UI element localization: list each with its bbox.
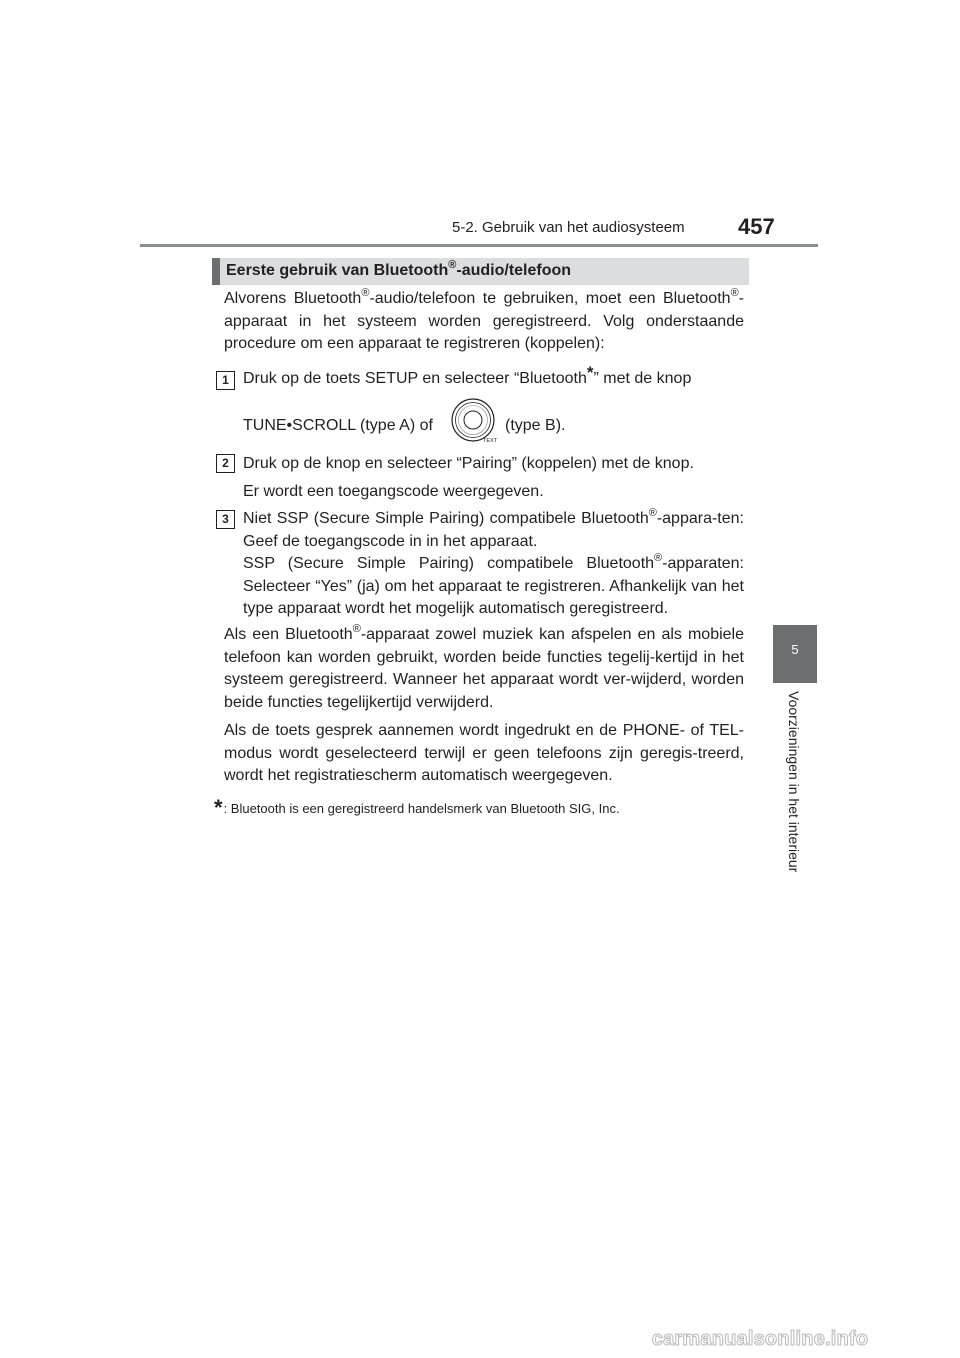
tune-knob-icon [450,398,498,451]
registered-mark: ® [730,287,739,299]
step-number-1: 1 [216,371,235,390]
footnote [214,795,620,821]
watermark [560,1320,960,1358]
footnote-marker: * [586,363,594,382]
note-1-text-b: -apparaat zowel muziek kan afspelen en als mobiele telefoon kan worden gebruikt, worden beide functies tegelij-kertijd in het systeem geregistreerd. Wanneer het apparaat wordt ver-wijderd, worden beide functies tegelijkertijd verwijderd. [224,626,745,711]
registered-mark: ® [648,507,657,519]
section-heading [226,259,572,280]
section-heading-suffix: -audio/telefoon [456,262,572,279]
step-1-line-1 [243,363,744,391]
running-header-section: 5-2. Gebruik van het audiosysteem [452,219,685,236]
step-1-line-2a: TUNE•SCROLL (type A) of [243,417,433,434]
intro-text-3: -apparaat in het systeem worden geregistreerd. Volg onderstaande procedure om een apparaat te registreren (koppelen): [224,290,744,352]
step-3-para-b [243,553,744,621]
step-1-text-a: Druk op de toets SETUP en selecteer “Bluetooth [243,370,587,387]
registered-mark: ® [448,259,457,271]
step-1-line-2b: (type B). [505,417,566,434]
step-2-line-2: Er wordt een toegangscode weergegeven. [243,483,544,500]
section-heading-text: Eerste gebruik van Bluetooth [226,262,449,279]
intro-paragraph [224,288,744,356]
chapter-tab-label: Voorzieningen in het interieur [786,691,802,873]
note-paragraph-2: Als de toets gesprek aannemen wordt ingedrukt en de PHONE- of TEL-modus wordt geselecteerd terwijl er geen telefoons zijn geregis-treerd, wordt het registratiescherm automatisch weergegeven. [224,722,744,784]
step-number-2: 2 [216,454,235,473]
footnote-star: * [214,795,223,820]
registered-mark: ® [654,552,663,564]
knob-text-label: TEXT [482,438,498,444]
note-paragraph-1 [224,624,744,714]
step-3-para-a [243,508,744,553]
section-heading-accent [212,258,220,285]
step-number-3: 3 [216,510,235,529]
step-3b-text-2: -apparaten: Selecteer “Yes” (ja) om het apparaat te registreren. Afhankelijk van het type apparaat wordt het mogelijk automatisch geregistreerd. [243,555,744,617]
step-1-text-b: ” met de knop [593,370,692,387]
step-2-line-1: Druk op de knop en selecteer “Pairing” (koppelen) met de knop. [243,455,694,472]
header-rule [140,244,818,247]
intro-text-2: -audio/telefoon te gebruiken, moet een Bluetooth [369,290,731,307]
section-heading-bar [212,258,749,285]
step-3a-text-2: -appara-ten: Geef de toegangscode in in het apparaat. [243,510,744,550]
step-3b-text-1: SSP (Secure Simple Pairing) compatibele Bluetooth [243,555,655,572]
chapter-tab [773,625,817,683]
note-1-text-a: Als een Bluetooth [224,626,353,643]
watermark-text: carmanualsonline.info [651,1327,869,1350]
chapter-tab-number: 5 [791,642,799,657]
page-number: 457 [738,214,775,239]
step-3a-text-1: Niet SSP (Secure Simple Pairing) compatibele Bluetooth [243,510,649,527]
footnote-text: : Bluetooth is een geregistreerd handelsmerk van Bluetooth SIG, Inc. [223,801,620,816]
registered-mark: ® [361,287,370,299]
intro-text-1: Alvorens Bluetooth [224,290,362,307]
registered-mark: ® [352,623,361,635]
